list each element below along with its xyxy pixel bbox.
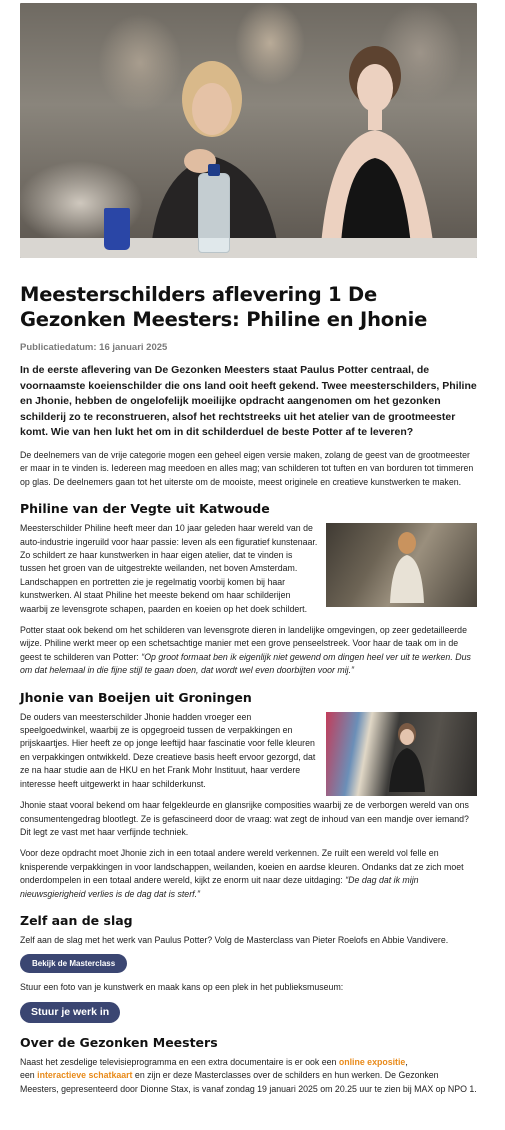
zelf-paragraph: Zelf aan de slag met het werk van Paulus Potter? Volg de Masterclass van Pieter Roelofs en Abbie Vandivere. — [20, 934, 449, 945]
masterclass-button[interactable]: Bekijk de Masterclass — [20, 954, 127, 973]
article-page — [20, 0, 477, 1096]
hero-table — [20, 238, 477, 258]
jhonie-quote: “De dag dat ik mijn nieuwsgierigheid verlies is de dag dat is sterf.” — [20, 875, 419, 899]
submit-button-wrap — [20, 995, 477, 1023]
page-title: Meesterschilders aflevering 1 De Gezonken Meesters: Philine en Jhonie — [20, 283, 428, 331]
philine-person — [386, 531, 428, 603]
online-expositie-link[interactable]: online expositie — [338, 1056, 406, 1067]
philine-photo — [326, 523, 477, 607]
section-heading-jhonie: Jhonie van Boeijen uit Groningen — [20, 689, 252, 705]
over-text-4: en zijn er deze Masterclasses over de schilders en hun werken. De Gezonken Meesters, gepresenteerd door Dionne Stax, is vanaf zondag 19 januari 2025 om 20.25 uur te zien bij MAX op NPO 1. — [20, 1070, 477, 1094]
philine-block — [20, 522, 477, 616]
hero-image — [20, 3, 477, 258]
zelf-paragraph-2: Stuur een foto van je kunstwerk en maak kans op een plek in het publieksmuseum: — [20, 982, 344, 993]
over-paragraph — [20, 1056, 477, 1096]
interactieve-schatkaart-link[interactable]: interactieve schatkaart — [37, 1070, 133, 1081]
publication-date: Publicatiedatum: 16 januari 2025 — [20, 342, 168, 353]
intro-paragraph: In de eerste aflevering van De Gezonken Meesters staat Paulus Potter centraal, de voornaamste koeienschilder die ons land ooit heeft gekend. Twee meesterschilders, Philine en Jhonie, hebben de ongelofelijk moeilijke opdracht aangenomen om het gezonken schilderij zo te reconstrueren, alsof het rechtstreeks uit het atelier van de grootmeester komt. Wie van hen lukt het om in dit schilderduel de beste Potter af te leveren? — [20, 364, 477, 439]
philine-paragraph-2-text: Potter staat ook bekend om het schilderen van levensgrote dieren in landelijke omgevingen, op zeer gedetailleerde wijze. Philine werkt meer op een schetsachtige manier met een grove penseelstreek. Voor haar de taak om in de geest te schilderen van Potter: — [20, 625, 467, 662]
hero-cup — [104, 208, 130, 250]
over-text-3: een — [20, 1070, 38, 1081]
body-paragraph: De deelnemers van de vrije categorie mogen een geheel eigen versie maken, zolang de geest van de grootmeester er maar in te vinden is. Iedereen mag meedoen en alles mag; van schilderen tot tuften en van borduren tot timmeren op glas. De deelnemers gaan tot het uiterste om de mooiste, meest originele en creatieve kunstwerken te maken. — [20, 449, 474, 487]
jhonie-paragraph-3 — [20, 847, 477, 901]
section-heading-over: Over de Gezonken Meesters — [20, 1034, 218, 1050]
masterclass-button-wrap — [20, 947, 477, 973]
over-text-1: Naast het zesdelige televisieprogramma en een extra documentaire is er ook een — [20, 1056, 339, 1067]
jhonie-paragraph-2: Jhonie staat vooral bekend om haar felgekleurde en glansrijke composities waarbij ze de verborgen wereld van ons consumentengedrag blootlegt. Ze is gefascineerd door de vraag: wat zegt de inhoud van een mandje over iemand? Dit legt ze vast met haar verfijnde techniek. — [20, 800, 469, 837]
submit-work-button[interactable]: Stuur je werk in — [20, 1002, 120, 1023]
section-heading-philine: Philine van der Vegte uit Katwoude — [20, 501, 270, 517]
hero-person-right — [300, 38, 450, 258]
jhonie-block — [20, 711, 477, 791]
philine-quote: “Op groot formaat ben ik eigenlijk niet gewend om dingen heel ver uit te werken. Dus om dat helemaal in die fijne stijl te gaan doen, dat wordt wel even doorbijten voor mij.” — [20, 651, 471, 676]
section-heading-zelf: Zelf aan de slag — [20, 912, 133, 928]
jhonie-paragraph-3-text: Voor deze opdracht moet Jhonie zich in een totaal andere wereld verkennen. Ze ruilt een wereld vol felle en knisperende verpakkingen in voor landschappen, weilanden, koeien en aardse kleuren. Ondanks dat ze zich moet onderdompelen in een totaal andere wereld, kijkt ze enorm uit naar deze uitdaging: — [20, 848, 464, 886]
hero-bottle — [198, 173, 230, 253]
philine-paragraph: Meesterschilder Philine heeft meer dan 10 jaar geleden haar wereld van de auto-industrie ingeruild voor haar passie: leven als een figuratief kunstenaar. Zo schildert ze haar kunstwerken in haar eigen atelier, dat te vinden is tussen het groen van de uitgestrekte weilanden, net boven Amsterdam. Landschappen en portretten zie je regelmatig voorbij komen bij haar kunstwerken. Al staat Philine het meeste bekend om haar schilderijen waarbij ze levensgrote schapen, paarden en koeien op het doek schildert. — [20, 523, 318, 614]
philine-paragraph-2 — [20, 624, 477, 678]
jhonie-paragraph: De ouders van meesterschilder Jhonie hadden vroeger een speelgoedwinkel, waarbij ze is opgegroeid tussen de verpakkingen en prijskaartjes. Hier heeft ze op jonge leeftijd haar fascinatie voor felle kleuren en verpakkingen ontwikkeld. Deze creatieve basis heeft ervoor gezorgd, dat ze na haar studie aan de HKU en het Frank Mohr Instituut, haar verdere interesse heeft uitgewerkt in haar schilderkunst. — [20, 711, 316, 789]
jhonie-person — [386, 720, 428, 792]
over-text-2: , — [405, 1056, 408, 1067]
jhonie-photo — [326, 712, 477, 796]
